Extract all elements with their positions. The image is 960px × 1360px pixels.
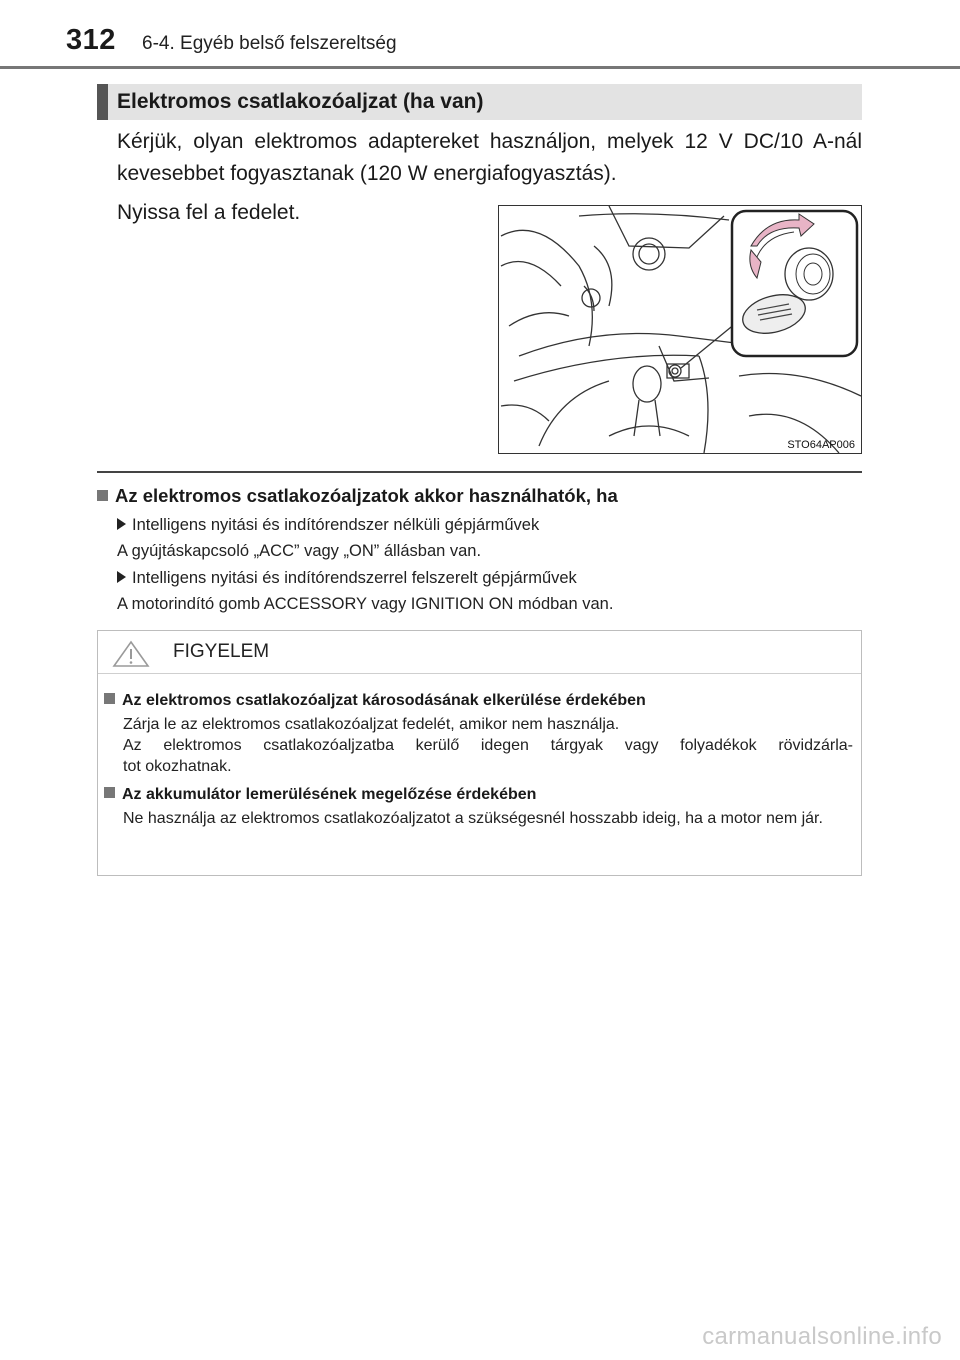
caution-item-text: Ne használja az elektromos csatlakozóaljzatot a szükségesnél hosszabb ideig, ha a motor nem jár. (123, 810, 823, 827)
caution-item-title (104, 786, 536, 804)
caution-line: Az elektromos csatlakozóaljzatba kerülő idegen tárgyak vagy folyadékok rövidzárla- (123, 737, 853, 754)
heading-square-icon (104, 787, 115, 798)
section-title-bar (97, 84, 862, 120)
caution-title-text: Az akkumulátor lemerülésének megelőzése érdekében (122, 786, 537, 803)
intro-paragraph: Kérjük, olyan elektromos adaptereket használjon, melyek 12 V DC/10 A-nál kevesebbet fogyasztanak (120 W energiafogyasztás). (117, 130, 862, 185)
power-outlet-figure (498, 205, 862, 454)
bullet-item (117, 569, 577, 588)
section-marker (97, 84, 108, 120)
condition-note: A motorindító gomb ACCESSORY vagy IGNITION ON módban van. (117, 595, 614, 613)
bullet-item (117, 516, 539, 535)
caution-line: Zárja le az elektromos csatlakozóaljzat fedelét, amikor nem használja. (123, 716, 620, 733)
triangle-bullet-icon (117, 518, 126, 530)
conditions-heading-text: Az elektromos csatlakozóaljzatok akkor használhatók, ha (115, 485, 618, 506)
figure-code: STO64AP006 (787, 439, 855, 451)
caution-line: tot okozhatnak. (123, 758, 232, 775)
caution-title-text: Az elektromos csatlakozóaljzat károsodásának elkerülése érdekében (122, 692, 646, 709)
watermark: carmanualsonline.info (702, 1323, 942, 1350)
top-rule (0, 66, 960, 69)
heading-square-icon (97, 490, 108, 501)
caution-item-text (123, 714, 853, 777)
bullet-text: Intelligens nyitási és indítórendszer nélküli gépjárművek (132, 516, 540, 534)
heading-square-icon (104, 693, 115, 704)
conditions-heading (97, 485, 867, 507)
caution-header (98, 631, 861, 674)
warning-triangle-icon (112, 640, 150, 668)
caution-item-title (104, 692, 646, 710)
page-number: 312 (66, 24, 116, 56)
section-title: Elektromos csatlakozóaljzat (ha van) (117, 90, 484, 113)
running-head: 6-4. Egyéb belső felszereltség (142, 33, 397, 54)
triangle-bullet-icon (117, 571, 126, 583)
condition-note: A gyújtáskapcsoló „ACC” vagy „ON” állásban van. (117, 542, 482, 560)
step-text: Nyissa fel a fedelet. (117, 201, 301, 224)
mid-rule (97, 471, 862, 473)
caution-label: FIGYELEM (173, 641, 270, 662)
dashboard-illustration (499, 206, 861, 453)
caution-box (97, 630, 862, 876)
bullet-text: Intelligens nyitási és indítórendszerrel felszerelt gépjárművek (132, 569, 577, 587)
